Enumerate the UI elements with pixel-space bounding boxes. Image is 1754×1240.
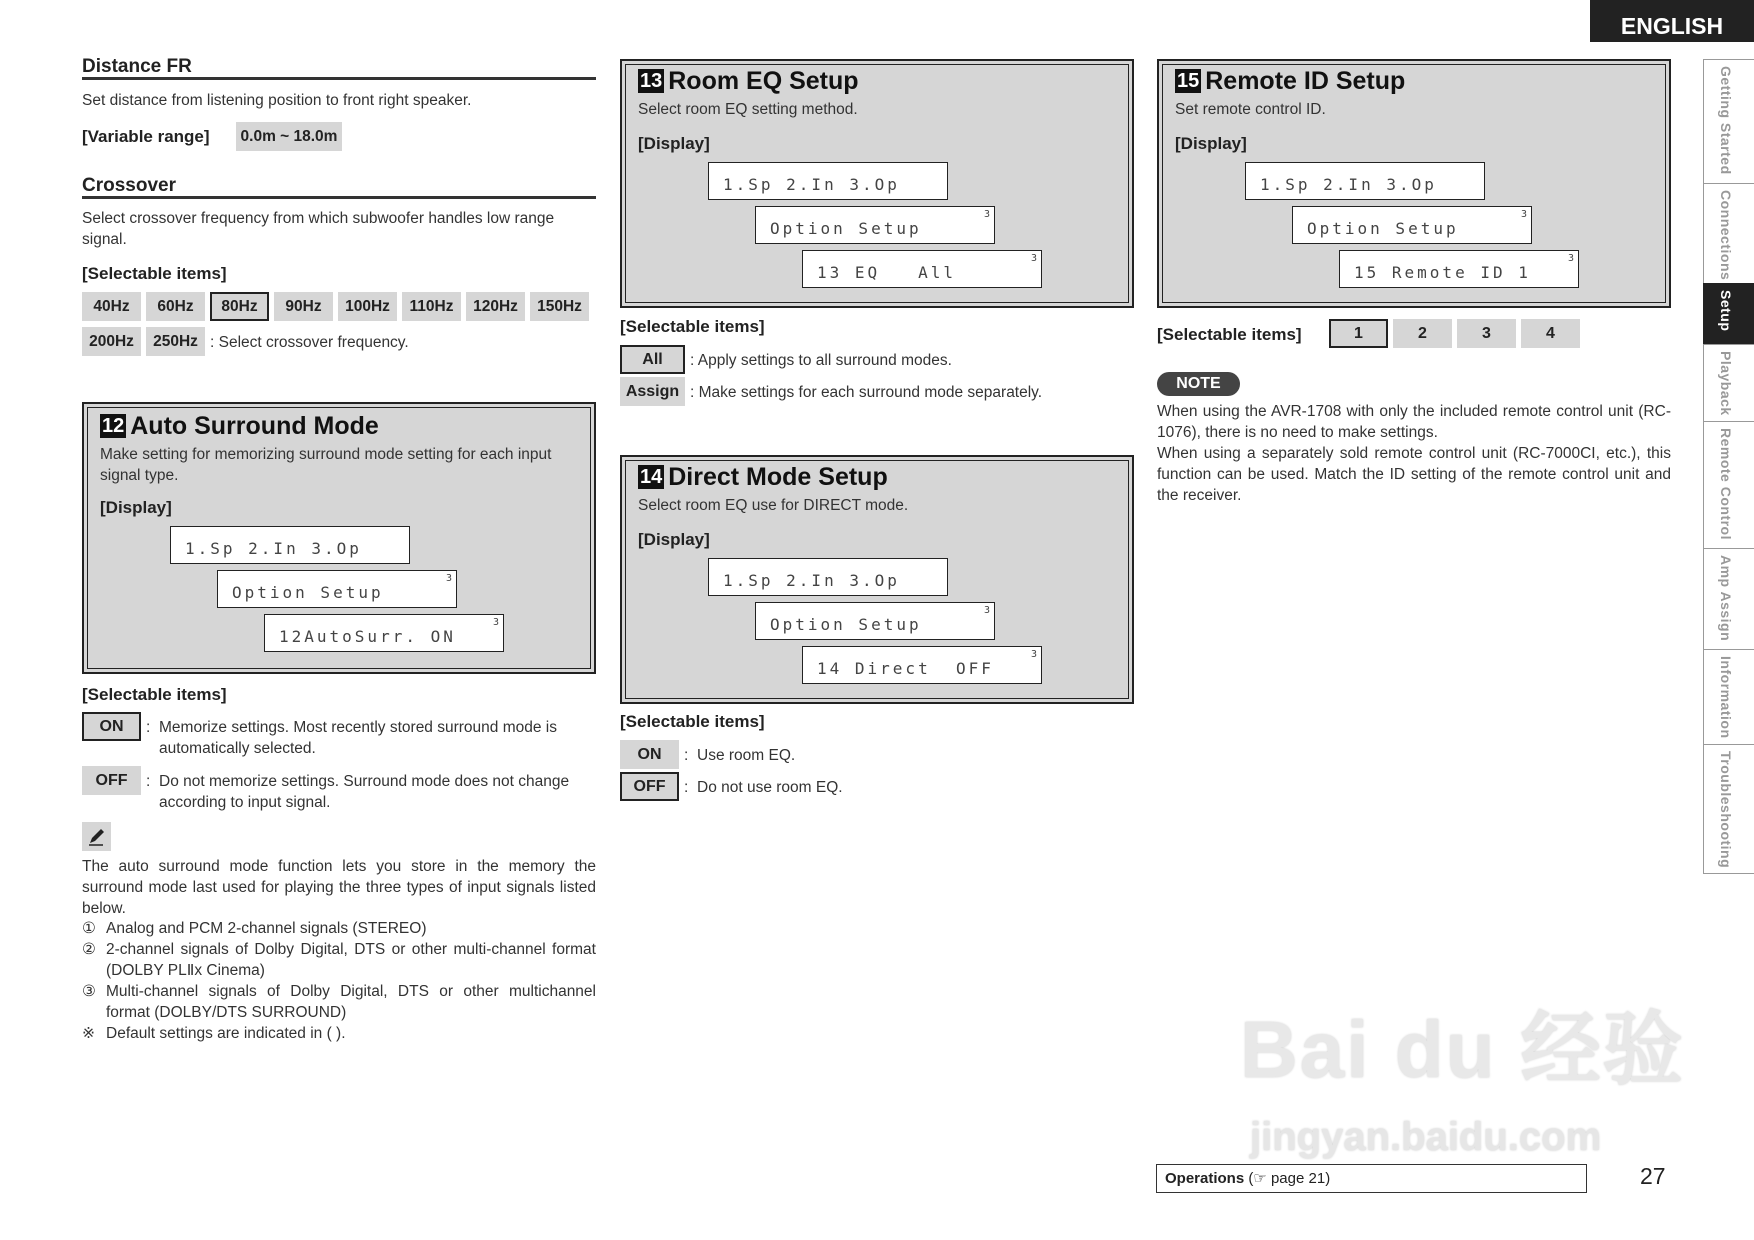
auto-surround-title	[100, 412, 379, 441]
crossover-110hz[interactable]: 110Hz	[402, 292, 461, 321]
lcd-superscript: 3	[1520, 209, 1527, 220]
memo-text: The auto surround mode function lets you store in the memory the surround mode last used for playing the three types of input signals listed below.	[82, 858, 596, 917]
list-mark: ③	[82, 983, 96, 1000]
lcd-superscript: 3	[983, 209, 990, 220]
auto-surround-off[interactable]: OFF	[82, 766, 141, 795]
note-text-2: When using a separately sold remote control unit (RC-7000CI, etc.), this function can be used. Match the ID setting of the remote control unit and the receiver.	[1157, 445, 1671, 504]
lcd-text: 14 Direct OFF	[817, 659, 994, 678]
lcd-line-1: 1.Sp 2.In 3.Op	[170, 526, 410, 564]
section-number: 12	[102, 415, 125, 437]
crossover-250hz[interactable]: 250Hz	[146, 327, 205, 356]
lcd-text: Option Setup	[770, 615, 922, 634]
lcd-line-2	[217, 570, 457, 608]
section-title: Room EQ Setup	[668, 67, 859, 95]
crossover-200hz[interactable]: 200Hz	[82, 327, 141, 356]
section-title: Direct Mode Setup	[668, 463, 888, 491]
section-title: Auto Surround Mode	[130, 412, 379, 440]
tab-information[interactable]	[1703, 649, 1754, 744]
remote-id-2[interactable]: 2	[1393, 319, 1452, 348]
display-label: [Display]	[100, 498, 172, 517]
auto-surround-off-desc: Do not memorize settings. Surround mode does not change according to input signal.	[159, 773, 570, 811]
distance-text: Set distance from listening position to front right speaker.	[82, 92, 472, 109]
auto-surround-box	[82, 402, 596, 674]
remote-id-title	[1175, 67, 1405, 96]
tab-troubleshooting[interactable]	[1703, 744, 1754, 874]
direct-mode-off-desc: Do not use room EQ.	[697, 779, 843, 796]
tab-label: Getting Started	[1718, 66, 1734, 175]
lcd-line-3	[802, 250, 1042, 288]
lcd-line-1: 1.Sp 2.In 3.Op	[708, 558, 948, 596]
crossover-60hz[interactable]: 60Hz	[146, 292, 205, 321]
room-eq-text: Select room EQ setting method.	[638, 101, 858, 118]
crossover-text: Select crossover frequency from which subwoofer handles low range signal.	[82, 210, 555, 248]
auto-surround-text: Make setting for memorizing surround mode setting for each input signal type.	[100, 446, 552, 484]
colon: :	[146, 773, 151, 790]
section-title: Remote ID Setup	[1205, 67, 1406, 95]
room-eq-assign-desc: : Make settings for each surround mode separately.	[690, 384, 1043, 401]
direct-mode-box	[620, 455, 1134, 704]
lcd-line-2	[755, 206, 995, 244]
lcd-line-3	[802, 646, 1042, 684]
remote-id-items-label: [Selectable items]	[1157, 325, 1302, 344]
lcd-superscript: 3	[492, 617, 499, 628]
list-item: 2-channel signals of Dolby Digital, DTS or other multi-channel format (DOLBY PLⅡx Cinema)	[106, 941, 596, 979]
remote-id-text: Set remote control ID.	[1175, 101, 1326, 118]
lcd-text: 12AutoSurr. ON	[279, 627, 456, 646]
room-eq-assign[interactable]: Assign	[620, 377, 685, 406]
crossover-150hz[interactable]: 150Hz	[530, 292, 589, 321]
memo-icon	[82, 822, 111, 851]
lcd-superscript: 3	[1030, 253, 1037, 264]
tab-getting-started[interactable]	[1703, 59, 1754, 183]
lcd-superscript: 3	[445, 573, 452, 584]
side-tabs	[1703, 59, 1754, 874]
list-item: Multi-channel signals of Dolby Digital, DTS or other multichannel format (DOLBY/DTS SURROUND)	[106, 983, 596, 1021]
auto-surround-on-desc: Memorize settings. Most recently stored surround mode is automatically selected.	[159, 719, 557, 757]
tab-connections[interactable]	[1703, 183, 1754, 283]
lcd-line-1: 1.Sp 2.In 3.Op	[708, 162, 948, 200]
lcd-line-3	[1339, 250, 1579, 288]
lcd-superscript: 3	[1030, 649, 1037, 660]
distance-title: Distance FR	[82, 56, 192, 77]
direct-mode-title	[638, 463, 888, 492]
crossover-120hz[interactable]: 120Hz	[466, 292, 525, 321]
crossover-title: Crossover	[82, 175, 176, 196]
ops-ref: (☞ page 21)	[1248, 1170, 1331, 1187]
direct-mode-off[interactable]: OFF	[620, 772, 679, 801]
crossover-note: : Select crossover frequency.	[210, 334, 409, 351]
lcd-text: Option Setup	[770, 219, 922, 238]
watermark-url: jingyan.baidu.com	[1250, 1115, 1602, 1159]
watermark-logo: Bai du 经验	[1240, 1005, 1685, 1094]
tab-label: Amp Assign	[1718, 555, 1734, 642]
lcd-line-2	[755, 602, 995, 640]
divider	[82, 77, 596, 80]
display-label: [Display]	[638, 134, 710, 153]
tab-setup[interactable]	[1703, 283, 1754, 344]
language-tab[interactable]: ENGLISH	[1590, 0, 1754, 42]
room-eq-items-label: [Selectable items]	[620, 317, 765, 336]
direct-mode-text: Select room EQ use for DIRECT mode.	[638, 497, 909, 514]
crossover-100hz[interactable]: 100Hz	[338, 292, 397, 321]
section-number: 13	[640, 70, 663, 92]
list-mark: ②	[82, 941, 96, 958]
list-item: Analog and PCM 2-channel signals (STEREO)	[106, 920, 427, 937]
room-eq-box	[620, 59, 1134, 308]
divider	[82, 196, 596, 199]
colon: :	[146, 719, 151, 736]
tab-amp-assign[interactable]	[1703, 548, 1754, 649]
range-label: [Variable range]	[82, 127, 210, 146]
colon: :	[684, 779, 689, 796]
lcd-line-2	[1292, 206, 1532, 244]
section-number: 14	[640, 466, 663, 488]
tab-playback[interactable]	[1703, 344, 1754, 421]
lcd-text: Option Setup	[232, 583, 384, 602]
direct-mode-on[interactable]: ON	[620, 740, 679, 769]
auto-surround-items-label: [Selectable items]	[82, 685, 227, 704]
remote-id-3[interactable]: 3	[1457, 319, 1516, 348]
lcd-line-1: 1.Sp 2.In 3.Op	[1245, 162, 1485, 200]
tab-label: Information	[1718, 656, 1734, 739]
remote-id-4[interactable]: 4	[1521, 319, 1580, 348]
tab-label: Troubleshooting	[1718, 751, 1734, 869]
tab-label: Remote Control	[1718, 428, 1734, 540]
room-eq-all[interactable]: All	[620, 345, 685, 374]
room-eq-title	[638, 67, 859, 96]
ops-label: Operations	[1165, 1170, 1245, 1187]
list-mark: ①	[82, 920, 96, 937]
tab-remote-control[interactable]	[1703, 421, 1754, 548]
lcd-line-3	[264, 614, 504, 652]
crossover-40hz[interactable]: 40Hz	[82, 292, 141, 321]
remote-id-box	[1157, 59, 1671, 308]
lcd-text: Option Setup	[1307, 219, 1459, 238]
colon: :	[684, 747, 689, 764]
section-number: 15	[1177, 70, 1200, 92]
display-label: [Display]	[638, 530, 710, 549]
lcd-superscript: 3	[1567, 253, 1574, 264]
range-value: 0.0m ~ 18.0m	[236, 122, 342, 151]
operations-link[interactable]	[1156, 1164, 1587, 1193]
crossover-80hz[interactable]: 80Hz	[210, 292, 269, 321]
note-badge: NOTE	[1157, 372, 1240, 396]
direct-mode-items-label: [Selectable items]	[620, 712, 765, 731]
note-text-1: When using the AVR-1708 with only the included remote control unit (RC-1076), there is no need to make settings.	[1157, 403, 1671, 441]
list-item: Default settings are indicated in ( ).	[106, 1025, 346, 1042]
page-number: 27	[1640, 1163, 1666, 1189]
direct-mode-on-desc: Use room EQ.	[697, 747, 796, 764]
lcd-text: 13 EQ All	[817, 263, 956, 282]
room-eq-all-desc: : Apply settings to all surround modes.	[690, 352, 952, 369]
tab-label: Setup	[1718, 290, 1734, 332]
crossover-items-label: [Selectable items]	[82, 264, 227, 283]
tab-label: Connections	[1718, 190, 1734, 281]
display-label: [Display]	[1175, 134, 1247, 153]
list-mark: ※	[82, 1025, 95, 1042]
tab-label: Playback	[1718, 351, 1734, 416]
lcd-text: 15 Remote ID 1	[1354, 263, 1531, 282]
lcd-superscript: 3	[983, 605, 990, 616]
auto-surround-on[interactable]: ON	[82, 712, 141, 741]
remote-id-1[interactable]: 1	[1329, 319, 1388, 348]
crossover-90hz[interactable]: 90Hz	[274, 292, 333, 321]
